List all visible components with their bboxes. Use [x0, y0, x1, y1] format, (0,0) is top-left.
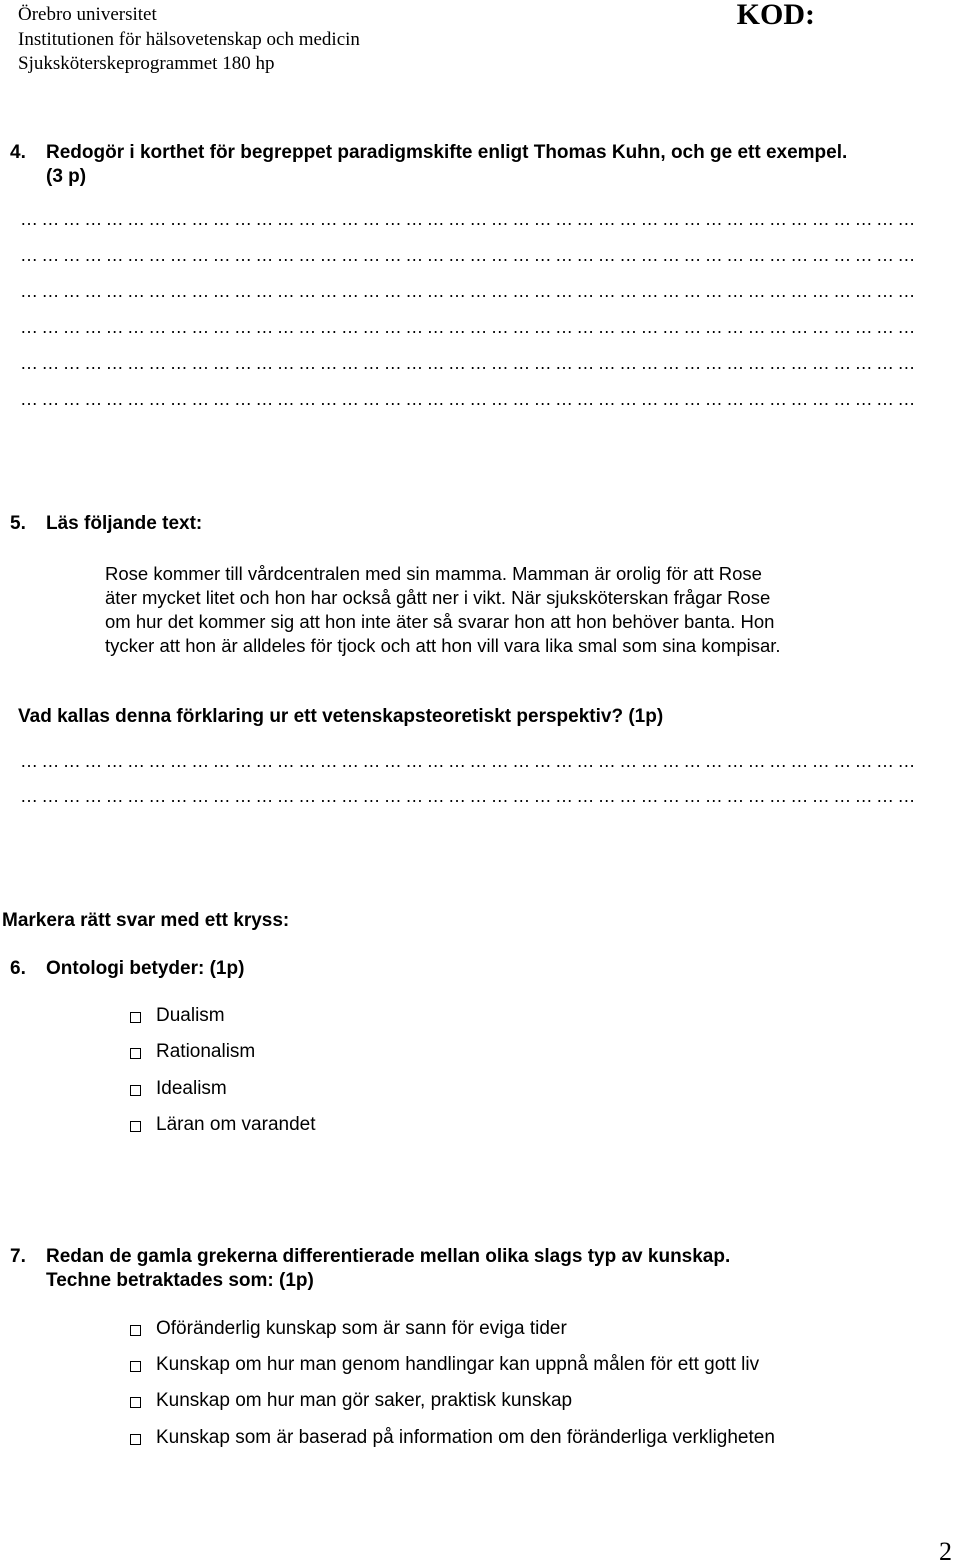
q4-answer-line[interactable]: ………………………………………………………………………………………………………………	[20, 210, 919, 228]
institution-name: Institutionen för hälsovetenskap och medicin	[18, 29, 360, 50]
q4-answer-line[interactable]: ………………………………………………………………………………………………………………	[20, 282, 919, 300]
q5-passage-line: Rose kommer till vårdcentralen med sin mamma. Mamman är orolig för att Rose	[105, 563, 762, 584]
page-number: 2	[939, 1537, 952, 1566]
checkbox[interactable]	[130, 1434, 141, 1445]
q7-option-1[interactable]	[130, 1317, 567, 1341]
checkbox[interactable]	[130, 1085, 141, 1096]
q5-number: 5.	[10, 513, 26, 534]
checkbox[interactable]	[130, 1361, 141, 1372]
code-label: KOD:	[736, 0, 815, 31]
q4-answer-line[interactable]: ………………………………………………………………………………………………………………	[20, 318, 919, 336]
checkbox[interactable]	[130, 1121, 141, 1132]
q5-question: Vad kallas denna förklaring ur ett vetenskapsteoretiskt perspektiv? (1p)	[18, 706, 664, 727]
option-label: Läran om varandet	[156, 1114, 316, 1135]
q5-answer-line[interactable]: ………………………………………………………………………………………………………………	[20, 787, 919, 805]
program-name: Sjuksköterskeprogrammet 180 hp	[18, 53, 275, 74]
option-label: Oföränderlig kunskap som är sann för eviga tider	[156, 1318, 567, 1339]
q7-text-line2: Techne betraktades som: (1p)	[46, 1270, 314, 1291]
q7-option-2[interactable]	[130, 1353, 759, 1377]
q5-passage-line: om hur det kommer sig att hon inte äter så svarar hon att hon behöver banta. Hon	[105, 611, 775, 632]
q4-answer-line[interactable]: ………………………………………………………………………………………………………………	[20, 354, 919, 372]
q5-passage-line: äter mycket litet och hon har också gått ner i vikt. När sjuksköterskan frågar Rose	[105, 587, 771, 608]
q7-option-3[interactable]	[130, 1389, 572, 1413]
q6-text: Ontologi betyder: (1p)	[46, 958, 245, 979]
q4-number: 4.	[10, 142, 26, 163]
q6-option-rationalism[interactable]	[130, 1040, 255, 1064]
university-name: Örebro universitet	[18, 4, 157, 25]
q6-option-laran-om-varandet[interactable]	[130, 1113, 316, 1137]
option-label: Kunskap om hur man genom handlingar kan uppnå målen för ett gott liv	[156, 1354, 760, 1375]
option-label: Dualism	[156, 1005, 225, 1026]
checkbox[interactable]	[130, 1397, 141, 1408]
q7-option-4[interactable]	[130, 1426, 775, 1450]
checkbox[interactable]	[130, 1048, 141, 1059]
instruction-text: Markera rätt svar med ett kryss:	[2, 910, 290, 931]
q5-passage-line: tycker att hon är alldeles för tjock och att hon vill vara lika smal som sina kompisar.	[105, 635, 781, 656]
option-label: Rationalism	[156, 1041, 256, 1062]
q7-text-line1: Redan de gamla grekerna differentierade mellan olika slags typ av kunskap.	[46, 1246, 731, 1267]
q6-option-dualism[interactable]	[130, 1004, 225, 1028]
q6-number: 6.	[10, 958, 26, 979]
q4-answer-line[interactable]: ………………………………………………………………………………………………………………	[20, 390, 919, 408]
option-label: Kunskap om hur man gör saker, praktisk kunskap	[156, 1390, 573, 1411]
q4-text-line1: Redogör i korthet för begreppet paradigmskifte enligt Thomas Kuhn, och ge ett exempel.	[46, 142, 848, 163]
q5-text: Läs följande text:	[46, 513, 203, 534]
q6-option-idealism[interactable]	[130, 1077, 227, 1101]
option-label: Kunskap som är baserad på information om den föränderliga verkligheten	[156, 1427, 775, 1448]
q7-number: 7.	[10, 1246, 26, 1267]
checkbox[interactable]	[130, 1325, 141, 1336]
checkbox[interactable]	[130, 1012, 141, 1023]
q4-answer-line[interactable]: ………………………………………………………………………………………………………………	[20, 246, 919, 264]
option-label: Idealism	[156, 1078, 227, 1099]
q5-answer-line[interactable]: ………………………………………………………………………………………………………………	[20, 752, 919, 770]
q4-text-line2: (3 p)	[46, 166, 87, 187]
